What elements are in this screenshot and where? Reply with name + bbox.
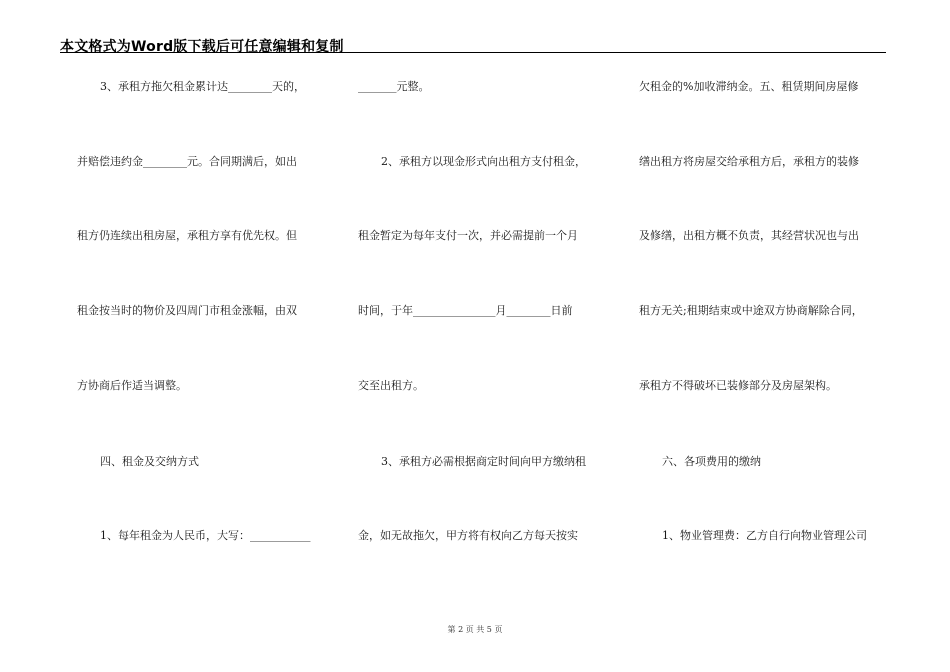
column-1-line-6: 四、租金及交纳方式 xyxy=(100,455,199,468)
column-3-line-4: 租方无关;租期结束或中途双方协商解除合同， xyxy=(639,304,863,317)
column-3-line-5: 承租方不得破坏已装修部分及房屋架构。 xyxy=(639,379,837,392)
document-header-title: 本文格式为Word版下载后可任意编辑和复制 xyxy=(60,39,344,55)
column-2-line-3: 租金暂定为每年支付一次，并必需提前一个月 xyxy=(358,229,578,242)
column-1-line-7: 1、每年租金为人民币，大写：___________ xyxy=(100,529,311,542)
column-1-line-5: 方协商后作适当调整。 xyxy=(77,379,187,392)
page-number-footer: 第 2 页 共 5 页 xyxy=(447,625,503,634)
column-2-line-7: 金，如无故拖欠，甲方将有权向乙方每天按实 xyxy=(358,529,578,542)
column-1-line-2: 并赔偿违约金________元。合同期满后，如出 xyxy=(77,155,297,168)
column-3-line-2: 缮出租方将房屋交给承租方后，承租方的装修 xyxy=(639,155,859,168)
column-2-line-2: 2、承租方以现金形式向出租方支付租金， xyxy=(381,155,586,168)
column-3-line-7: 1、物业管理费：乙方自行向物业管理公司 xyxy=(662,529,867,542)
column-1-line-1: 3、承租方拖欠租金累计达________天的， xyxy=(100,80,305,93)
column-3-line-6: 六、各项费用的缴纳 xyxy=(662,455,761,468)
header-divider xyxy=(60,52,886,53)
column-2-line-5: 交至出租方。 xyxy=(358,379,424,392)
column-1-line-4: 租金按当时的物价及四周门市租金涨幅，由双 xyxy=(77,304,297,317)
column-3-line-1: 欠租金的%加收滞纳金。五、租赁期间房屋修 xyxy=(639,80,859,93)
column-2-line-4: 时间，于年_______________月________日前 xyxy=(358,304,573,317)
column-3-line-3: 及修缮，出租方概不负责，其经营状况也与出 xyxy=(639,229,859,242)
column-1-line-3: 租方仍连续出租房屋，承租方享有优先权。但 xyxy=(77,229,297,242)
column-2-line-6: 3、承租方必需根据商定时间向甲方缴纳租 xyxy=(381,455,586,468)
column-2-line-1: _______元整。 xyxy=(358,80,430,93)
